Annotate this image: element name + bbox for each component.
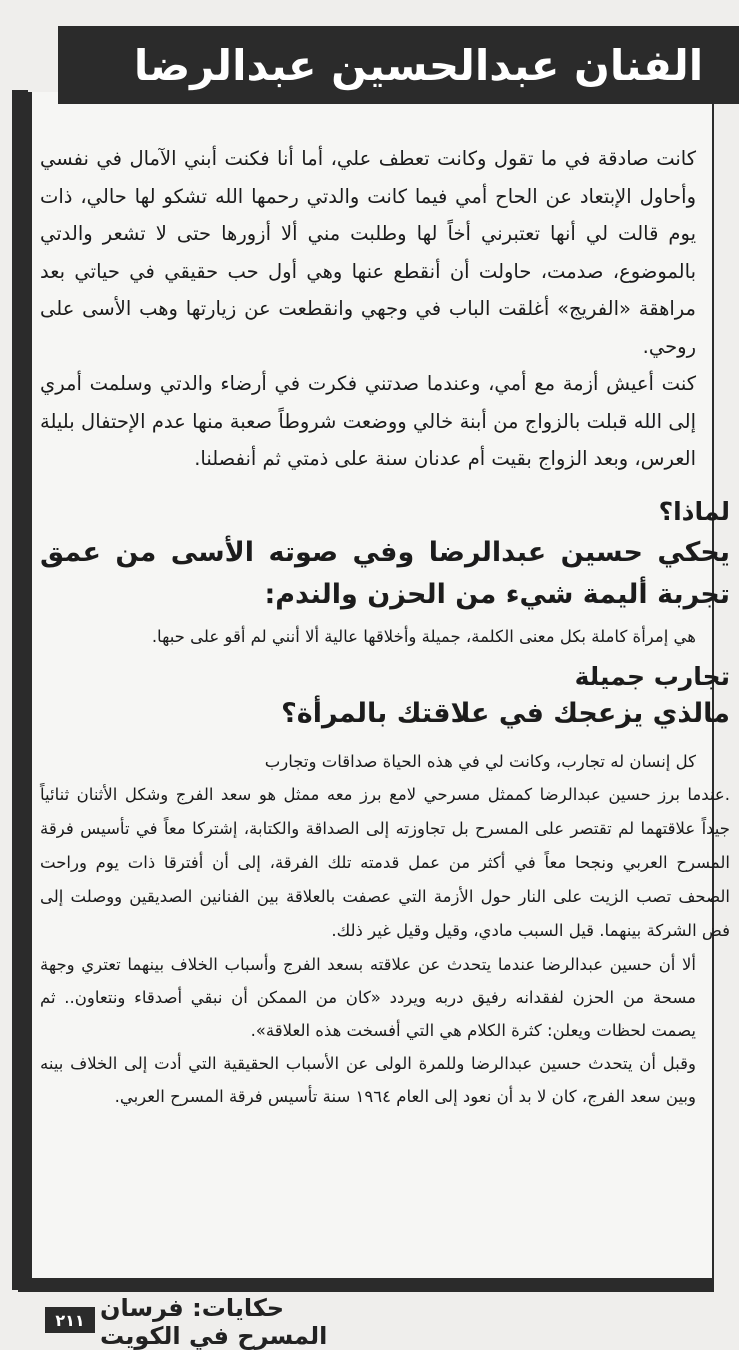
title-banner (58, 26, 739, 104)
paragraph-6: ألا أن حسين عبدالرضا عندما يتحدث عن علاقته بسعد الفرج وأسباب الخلاف بينهما تعتري وجهة مسحة من الحزن لفقدانه رفيق دربه ويردد «كان من الممكن أن نبقي أصدقاء ونتعاون.. ثم يصمت لحظات ويعلن: كثرة الكلام هي التي أفسخت هذه العلاقة». (40, 954, 696, 1040)
paragraph-1: كانت صادقة في ما تقول وكانت تعطف علي، أما أنا فكنت أبني الآمال في نفسي وأحاول الإبتعاد عن الحاح أمي فيما كانت والدتي رحمها الله تشكو لها حالي، ذات يوم قالت لي أنها تعتبرني أخاً لها وطلبت مني ألا أزورها حتى لا تشعر والدتي بالموضوع، صدمت، حاولت أن أنقطع عنها وهي أول حب حقيقي في حياتي بعد مراهقة «الفريج» أغلقت الباب في وجهي وانقطعت عن زيارتها وهب الأسى على روحي. (40, 147, 696, 358)
heading-story: يحكي حسين عبدالرضا وفي صوته الأسى من عمق تجربة أليمة شيء من الحزن والندم: (40, 536, 730, 610)
paragraph-4: كل إنسان له تجارب، وكانت لي في هذه الحياة صداقات وتجارب (264, 751, 696, 771)
paragraph-5: .عندما برز حسين عبدالرضا كممثل مسرحي لامع برز معه ممثل هو سعد الفرج وشكل الأثنان ثنائياً جيداً علاقتهما لم تقتصر على المسرح بل تجاوزته إلى الصداقة والكتابة، إشتركا معاً في تأسيس فرقة المسرح العربي ونجحا معاً في أكثر من عمل قدمته تلك الفرقة، إلى أن أفترقا ذات يوم وراحت الصحف تصب الزيت على النار حول الأزمة التي عصفت بالعلاقة بين الفنانين الصديقين ووصلت إلى فض الشركة بينهما. قيل السبب مادي، وقيل وقيل غير ذلك. (40, 784, 730, 940)
heading-question: مالذي يزعجك في علاقتك بالمرأة؟ (281, 697, 730, 729)
page-title: الفنان عبدالحسين عبدالرضا (133, 40, 704, 90)
paragraph-3: هي إمرأة كاملة بكل معنى الكلمة، جميلة وأخلاقها عالية ألا أنني لم أقو على حبها. (151, 626, 696, 646)
heading-why: لماذا؟ (658, 496, 730, 526)
heading-experiences: تجارب جميلة (574, 661, 730, 691)
paragraph-7: وقبل أن يتحدث حسين عبدالرضا وللمرة الولى عن الأسباب الحقيقية التي أدت إلى الخلاف بينه وبين سعد الفرج، كان لا بد أن نعود إلى العام ١٩٦٤ سنة تأسيس فرقة المسرح العربي. (40, 1053, 696, 1106)
article-body (40, 140, 730, 1113)
paragraph-2: كنت أعيش أزمة مع أمي، وعندما صدتني فكرت في أرضاء والدتي وسلمت أمري إلى الله قبلت بالزواج من أبنة خالي ووضعت شروطاً صعبة منها عدم الإحتفال بليلة العرس، وبعد الزواج بقيت أم عدنان سنة على ذمتي ثم أنفصلنا. (40, 372, 696, 470)
book-title: حكايات: فرسان المسرح في الكويت (100, 1294, 328, 1350)
page-number: ٢١١ (45, 1307, 95, 1333)
